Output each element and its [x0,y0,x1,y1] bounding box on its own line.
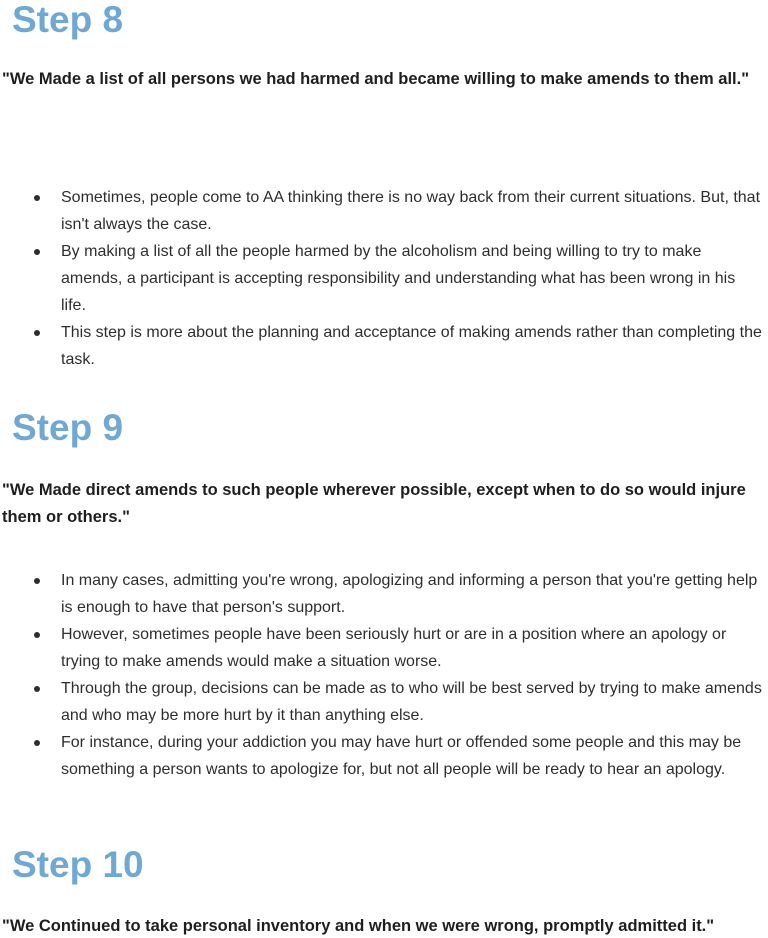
list-item-text: For instance, during your addiction you may have hurt or offended some people and this may be something a person wants to apologize for, but not all people will be ready to hear an apology. [61,734,742,778]
list-item [0,729,768,783]
list-item [0,675,768,729]
list-item [0,184,768,238]
list-item [0,567,768,621]
step-9-heading: Step 9 [12,407,124,448]
step-8-bullet-list [0,184,768,373]
bullet-icon [34,578,40,584]
list-item-text: Through the group, decisions can be made as to who will be best served by trying to make amends and who may be more hurt by it than anything else. [61,680,762,724]
bullet-icon [34,632,40,638]
step-8-heading: Step 8 [12,0,124,40]
bullet-icon [34,249,40,255]
step-10-quote: "We Continued to take personal inventory and when we were wrong, promptly admitted it." [2,917,715,935]
bullet-icon [34,195,40,201]
step-10-heading: Step 10 [12,844,144,885]
list-item-text: However, sometimes people have been seriously hurt or are in a position where an apology or trying to make amends would make a situation worse. [61,626,727,670]
list-item [0,621,768,675]
list-item-text: In many cases, admitting you're wrong, apologizing and informing a person that you're getting help is enough to have that person's support. [61,572,758,616]
bullet-icon [34,330,40,336]
step-9-bullet-list [0,567,768,783]
list-item-text: Sometimes, people come to AA thinking there is no way back from their current situations. But, that isn't always the case. [61,189,761,233]
list-item [0,319,768,373]
step-9-quote: "We Made direct amends to such people wherever possible, except when to do so would injure them or others." [2,481,746,526]
list-item-text: This step is more about the planning and acceptance of making amends rather than completing the task. [61,324,762,368]
step-8-quote: "We Made a list of all persons we had harmed and became willing to make amends to them all." [2,70,750,88]
list-item [0,238,768,319]
list-item-text: By making a list of all the people harmed by the alcoholism and being willing to try to make amends, a participant is accepting responsibility and understanding what has been wrong in his life. [61,243,736,314]
bullet-icon [34,686,40,692]
bullet-icon [34,740,40,746]
